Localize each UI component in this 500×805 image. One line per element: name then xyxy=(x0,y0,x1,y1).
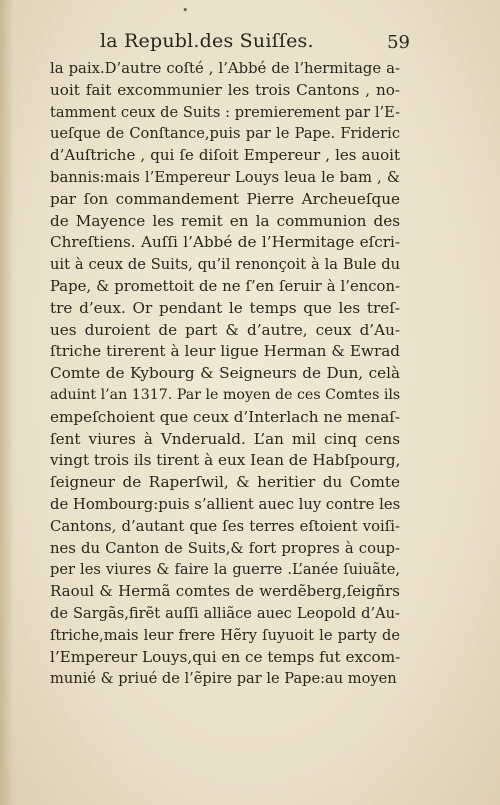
text-line: uoit fait excommunier les trois Cantons , no- xyxy=(50,80,400,99)
text-line: l’Empereur Louys,qui en ce temps fut excom- xyxy=(50,647,400,666)
page-number: 59 xyxy=(387,32,410,53)
text-line: la paix.D’autre coſté , l’Abbé de l’hermitage a- xyxy=(50,60,400,77)
text-line: ues duroient de part & d’autre, ceux d’Au- xyxy=(50,320,400,339)
text-line: ſent viures à Vnderuald. L’an mil cinq cens xyxy=(50,429,400,448)
text-line: aduint l’an 1317. Par le moyen de ces Comtes ils xyxy=(50,386,400,403)
page-gutter-shadow xyxy=(0,0,14,805)
text-line: par ſon commandement Pierre Archeueſque xyxy=(50,189,400,208)
running-title: la Republ.des Suiſſes. xyxy=(100,30,314,52)
text-line: ſeigneur de Raperſwil, & heritier du Comte xyxy=(50,473,400,492)
text-line: tre d’eux. Or pendant le temps que les treſ- xyxy=(50,298,400,317)
text-line: uit à ceux de Suits, qu’il renonçoit à la Bule du xyxy=(50,256,400,274)
text-line: ſtriche,mais leur frere Hẽry ſuyuoit le party de xyxy=(50,626,400,644)
text-line: vingt trois ils tirent à eux Iean de Habſpourg, xyxy=(50,451,400,470)
text-line: Raoul & Hermã comtes de werdẽberg,ſeigñrs xyxy=(50,582,400,601)
text-line: de Mayence les remit en la communion des xyxy=(50,211,400,230)
text-line: ueſque de Conſtance,puis par le Pape. Frideric xyxy=(50,125,400,143)
text-line: Chreſtiens. Auſſi l’Abbé de l’Hermitage eſcri- xyxy=(50,233,400,252)
text-line: nes du Canton de Suits,& fort propres à coup- xyxy=(50,539,400,557)
text-line: munié & priué de l’ẽpire par le Pape:au moyen xyxy=(50,670,397,688)
text-line: tamment ceux de Suits : premierement par l’E- xyxy=(50,103,400,121)
page-header xyxy=(100,30,410,58)
text-line: d’Auſtriche , qui ſe diſoit Empereur , les auoit xyxy=(50,146,400,165)
text-line: ſtriche tirerent à leur ligue Herman & Ewrad xyxy=(50,342,400,361)
text-line: per les viures & faire la guerre .L’anée ſuiuãte, xyxy=(50,561,400,579)
body-text xyxy=(50,58,400,690)
text-line: empeſchoient que ceux d’Interlach ne menaſ- xyxy=(50,407,400,426)
text-line: Pape, & promettoit de ne ſ’en ſeruir à l’encon- xyxy=(50,277,400,295)
text-line: Comte de Kybourg & Seigneurs de Dun, celà xyxy=(50,364,400,383)
text-line: de Sargãs,firẽt auſſi alliãce auec Leopold d’Au- xyxy=(50,604,400,622)
text-line: bannis:mais l’Empereur Louys leua le bam , & xyxy=(50,168,400,186)
ink-mark: • xyxy=(182,4,189,17)
text-line: Cantons, d’autant que ſes terres eſtoient voiſi- xyxy=(50,517,400,535)
text-line: de Hombourg:puis s’allient auec luy contre les xyxy=(50,495,400,513)
